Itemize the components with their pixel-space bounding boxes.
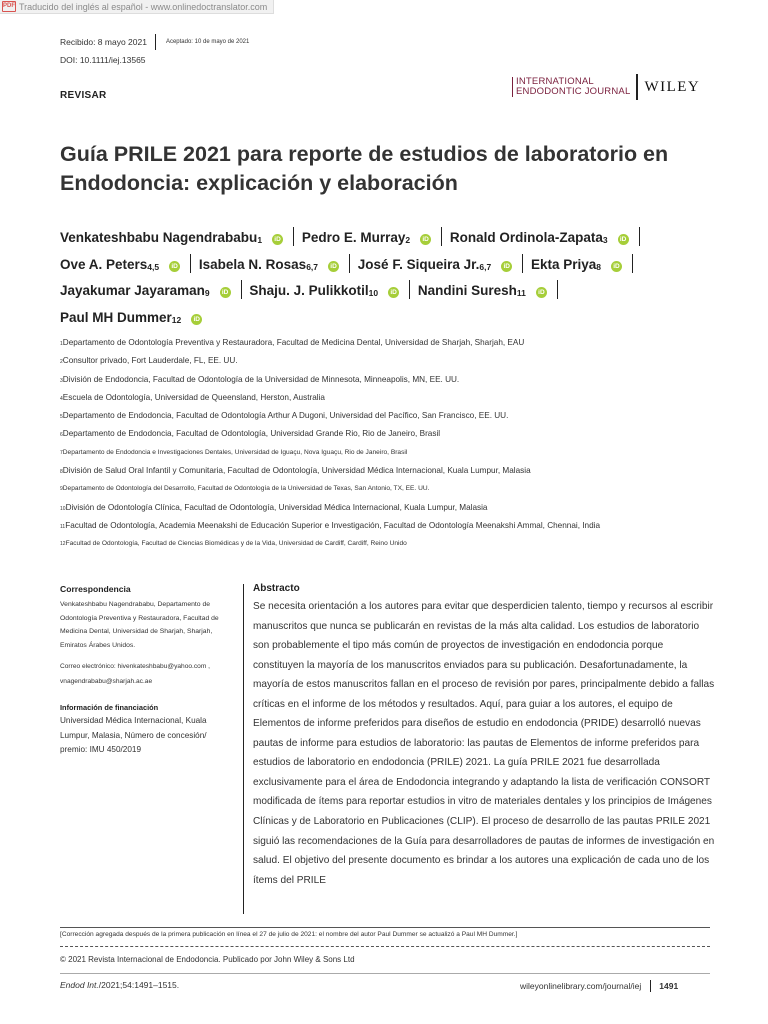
- author-item[interactable]: [60, 230, 283, 245]
- pdf-icon: PDF: [2, 1, 16, 12]
- author-name: José F. Siqueira Jr.: [357, 256, 480, 272]
- affiliation-item: [60, 517, 740, 535]
- correction-note: [Corrección agregada después de la primera publicación en línea el 27 de julio de 2021: el nombre del autor Paul Dummer se actualizó a Paul MH Dummer.]: [60, 927, 710, 947]
- author-affiliation-number: 10: [368, 288, 379, 298]
- author-affiliation-number: 11: [516, 288, 526, 298]
- affiliation-text: Escuela de Odontología, Universidad de Queensland, Herston, Australia: [62, 392, 325, 402]
- author-item[interactable]: [358, 257, 512, 272]
- affiliation-item: [60, 499, 740, 517]
- author-item[interactable]: [249, 283, 399, 298]
- author-name: Shaju. J. Pulikkotil: [249, 283, 369, 298]
- author-separator: [190, 254, 191, 273]
- affiliation-text: División de Salud Oral Infantil y Comunitaria, Facultad de Odontología, Universidad Médica Internacional, Kuala Lumpur, Malasia: [62, 466, 531, 476]
- affiliation-text: División de Odontología Clínica, Facultad de Odontología, Universidad Médica Internacional, Kuala Lumpur, Malasia: [65, 502, 488, 512]
- orcid-icon[interactable]: iD: [501, 261, 512, 272]
- page-number: 1491: [659, 981, 679, 991]
- doi[interactable]: DOI: 10.1111/iej.13565: [60, 55, 146, 65]
- author-affiliation-number: 4,5: [147, 261, 160, 272]
- affiliation-text: Departamento de Odontología del Desarrollo, Facultad de Odontología de la Universidad de Texas, San Antonio, TX, EE. UU.: [62, 485, 430, 493]
- affiliation-text: Departamento de Endodoncia, Facultad de Odontología Arthur A Dugoni, Universidad del Pacífico, San Francisco, EE. UU.: [62, 411, 509, 421]
- author-affiliation-number: 6,7: [306, 261, 319, 272]
- correspondence-block: [60, 584, 235, 758]
- author-separator: [241, 280, 242, 299]
- author-name: Isabela N. Rosas: [198, 256, 307, 272]
- affiliation-item: [60, 371, 740, 389]
- author-separator: [522, 254, 523, 273]
- meta-divider: [155, 34, 156, 50]
- affiliation-number: 6: [60, 432, 63, 439]
- footer-citation: [60, 980, 179, 990]
- funding-heading: Información de financiación: [60, 703, 159, 713]
- author-separator: [409, 280, 410, 299]
- citation-details: /2021;54:1491–1515.: [98, 980, 180, 990]
- affiliation-item: [60, 334, 740, 352]
- journal-name-line2: ENDODONTIC JOURNAL: [516, 86, 631, 97]
- journal-name-line1: INTERNATIONAL: [516, 76, 594, 87]
- correspondence-address: Venkateshbabu Nagendrababu, Departamento de Odontología Preventiva y Restauradora, Facultad de Medicina Dental, Universidad de Sharjah, Sharjah, Emiratos Árabes Unidos.: [60, 601, 219, 649]
- author-name: Ronald Ordinola-Zapata: [449, 230, 603, 245]
- author-affiliation-number: 6,7: [479, 261, 492, 272]
- affiliation-number: 1: [60, 341, 63, 347]
- author-separator: [639, 227, 640, 246]
- affiliation-number: 8: [60, 469, 63, 476]
- funding-text: Universidad Médica Internacional, Kuala Lumpur, Malasia, Número de concesión/ premio: IMU 450/2019: [60, 716, 207, 755]
- author-affiliation-number: 9: [204, 288, 210, 298]
- orcid-icon[interactable]: iD: [272, 234, 283, 245]
- author-item[interactable]: [60, 257, 180, 272]
- affiliation-number: 5: [60, 414, 63, 421]
- footer-right: [520, 980, 678, 992]
- author-separator: [632, 254, 633, 273]
- affiliation-text: Departamento de Odontología Preventiva y Restauradora, Facultad de Medicina Dental, Universidad de Sharjah, Sharjah, EAU: [62, 338, 525, 347]
- author-separator: [293, 227, 294, 246]
- accepted-date: Aceptado: 10 de mayo de 2021: [165, 39, 250, 45]
- copyright-notice: © 2021 Revista Internacional de Endodoncia. Publicado por John Wiley & Sons Ltd: [60, 955, 355, 964]
- affiliation-number: 11: [60, 523, 66, 530]
- abstract-heading: Abstracto: [253, 583, 300, 594]
- received-date: Recibido: 8 mayo 2021: [60, 37, 147, 47]
- affiliation-item: [60, 535, 740, 553]
- author-name: Ekta Priya: [530, 256, 597, 272]
- affiliation-item: [60, 389, 740, 407]
- author-item[interactable]: [60, 310, 202, 325]
- author-affiliation-number: 12: [171, 314, 182, 325]
- author-name: Nandini Suresh: [417, 283, 517, 298]
- orcid-icon[interactable]: iD: [328, 261, 339, 272]
- article-title: Guía PRILE 2021 para reporte de estudios de laboratorio en Endodoncia: explicación y elaboración: [60, 142, 669, 195]
- orcid-icon[interactable]: iD: [388, 287, 399, 298]
- journal-url[interactable]: wileyonlinelibrary.com/journal/iej: [520, 981, 642, 991]
- author-item[interactable]: [418, 283, 547, 298]
- banner-text: Traducido del inglés al español - www.onlinedoctranslator.com: [19, 1, 268, 12]
- affiliation-text: Consultor privado, Fort Lauderdale, FL, EE. UU.: [62, 356, 238, 366]
- author-name: Paul MH Dummer: [60, 309, 172, 325]
- author-item[interactable]: [302, 230, 431, 245]
- author-item[interactable]: [450, 230, 629, 245]
- logo-divider: [636, 74, 638, 100]
- orcid-icon[interactable]: iD: [169, 261, 180, 272]
- author-affiliation-number: 8: [596, 261, 601, 272]
- author-item[interactable]: [531, 257, 622, 272]
- affiliation-item: [60, 480, 740, 498]
- affiliation-item: [60, 425, 740, 443]
- article-meta: [60, 34, 249, 65]
- correspondence-email[interactable]: Correo electrónico: hivenkateshbabu@yahoo.com , vnagendrababu@sharjah.ac.ae: [60, 663, 211, 685]
- affiliation-number: 2: [60, 359, 63, 366]
- affiliation-number: 9: [60, 486, 63, 493]
- citation-journal: Endod Int.: [60, 980, 99, 990]
- article-type-label: REVISAR: [60, 90, 107, 101]
- author-name: Jayakumar Jayaraman: [60, 283, 205, 298]
- author-separator: [557, 280, 558, 299]
- affiliation-number: 4: [60, 395, 63, 402]
- author-item[interactable]: [60, 283, 231, 298]
- author-affiliation-number: 3: [602, 235, 608, 245]
- affiliation-text: Departamento de Endodoncia, Facultad de Odontología, Universidad Grande Rio, Rio de Janeiro, Brasil: [62, 429, 441, 439]
- affiliation-item: [60, 444, 740, 462]
- author-name: Ove A. Peters: [60, 256, 148, 272]
- affiliation-item: [60, 352, 740, 370]
- author-affiliation-number: 1: [257, 235, 263, 245]
- affiliation-item: [60, 462, 740, 480]
- publisher-logo: WILEY: [644, 78, 701, 95]
- footer-separator: [650, 980, 651, 992]
- affiliation-number: 7: [60, 449, 63, 456]
- translation-banner[interactable]: [0, 0, 274, 14]
- journal-logo: [512, 74, 700, 100]
- author-separator: [349, 254, 350, 273]
- abstract-block: [253, 583, 715, 890]
- author-name: Venkateshbabu Nagendrababu: [60, 230, 258, 245]
- author-separator: [441, 227, 442, 246]
- author-name: Pedro E. Murray: [301, 230, 406, 245]
- correspondence-heading: Correspondencia: [60, 584, 131, 594]
- orcid-icon[interactable]: iD: [536, 287, 547, 298]
- abstract-text: Se necesita orientación a los autores para evitar que desperdicien talento, tiempo y recursos al escribir manuscritos que nunca se publicarán en revistas de la más alta calidad. Los estudios de laboratorio son probablemente el tipo más común de proyectos de investigación en endodoncia porque constituyen la mayoría de los manuscritos enviados para su publicación. Desafortunadamente, la mayoría de estos manuscritos fallan en el proceso de revisión por pares, principalmente debido a fallas críticas en el informe de los métodos y resultados. Aquí, para guiar a los autores, el equipo de Elementos de informe preferidos para diseños de estudio en endodoncia (PRIDE) desarrolló nuevas pautas de informe para estudios de laboratorio: las pautas de Elementos de informe preferidos para estudios de laboratorio en endodoncia (PRILE) 2021. La guía PRILE 2021 fue desarrollada exclusivamente para el área de Endodoncia integrando y adaptando la lista de verificación CONSORT modificada de ítems para reportar estudios in vitro de materiales dentales y los principios de Imágenes Clínicas y de Laboratorio en Publicaciones (CLIP). El proceso de desarrollo de las pautas PRILE 2021 siguió las recomendaciones de la Guía para desarrolladores de pautas de informes de investigación en salud. El objetivo del presente documento es brindar a los autores una explicación de cada uno de los ítems del PRILE: [253, 601, 715, 886]
- affiliation-number: 3: [60, 377, 63, 384]
- affiliation-number: 12: [60, 541, 66, 548]
- orcid-icon[interactable]: iD: [618, 234, 629, 245]
- affiliation-list: [60, 334, 740, 554]
- affiliation-item: [60, 407, 740, 425]
- affiliation-text: División de Endodoncia, Facultad de Odontología de la Universidad de Minnesota, Minneapolis, MN, EE. UU.: [62, 374, 460, 384]
- footer-divider: [60, 973, 710, 974]
- author-list: [60, 226, 710, 332]
- author-affiliation-number: 2: [405, 235, 411, 245]
- orcid-icon[interactable]: iD: [220, 287, 231, 298]
- orcid-icon[interactable]: iD: [611, 261, 622, 272]
- affiliation-text: Departamento de Endodoncia e Investigaciones Dentales, Universidad de Iguaçu, Nova Iguaçu, Rio de Janeiro, Brasil: [62, 448, 408, 456]
- affiliation-number: 10: [60, 505, 66, 512]
- affiliation-text: Facultad de Odontología, Facultad de Ciencias Biomédicas y de la Vida, Universidad de Cardiff, Cardiff, Reino Unido: [65, 540, 407, 548]
- orcid-icon[interactable]: iD: [191, 314, 202, 325]
- affiliation-text: Facultad de Odontología, Academia Meenakshi de Educación Superior e Investigación, Facultad de Odontología Meenakshi Ammal, Chennai, India: [65, 520, 600, 530]
- orcid-icon[interactable]: iD: [420, 234, 431, 245]
- abstract-divider: [243, 584, 244, 914]
- author-item[interactable]: [199, 257, 339, 272]
